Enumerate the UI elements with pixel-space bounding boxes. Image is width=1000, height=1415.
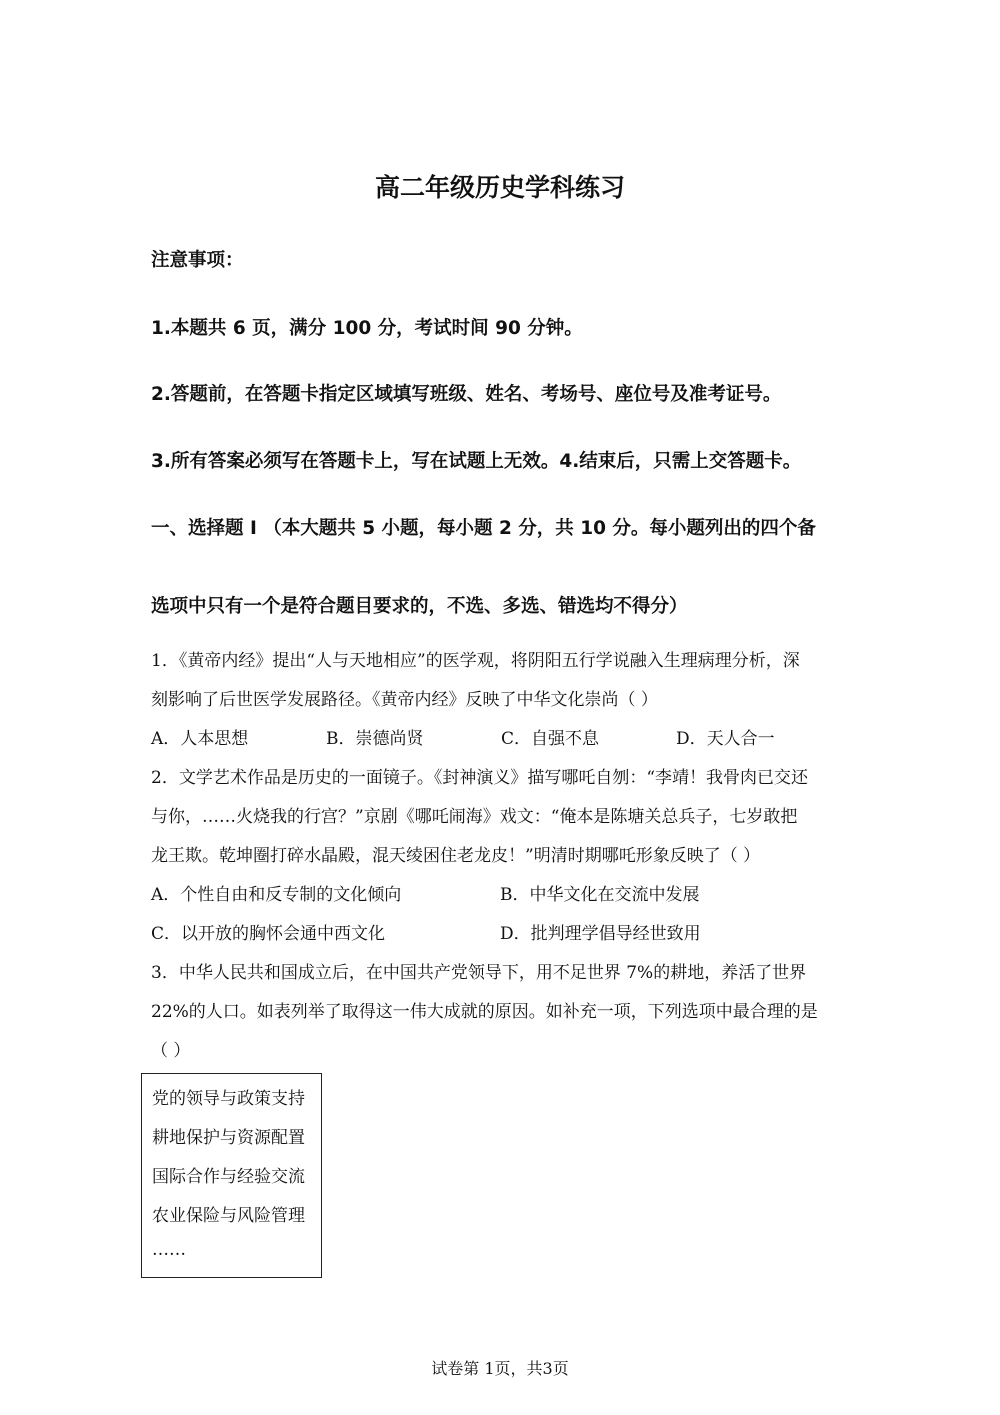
table-row: 党的领导与政策支持 bbox=[152, 1089, 305, 1109]
notice-item-3: 3.所有答案必须写在答题卡上，写在试题上无效。4.结束后，只需上交答题卡。 bbox=[151, 451, 802, 472]
table-row: 耕地保护与资源配置 bbox=[152, 1128, 305, 1148]
question-2-option-a: A．个性自由和反专制的文化倾向 bbox=[151, 885, 402, 905]
question-2-line-1: 2．文学艺术作品是历史的一面镜子。《封神演义》描写哪吒自刎：“李靖！我骨肉已交还 bbox=[151, 768, 809, 788]
question-1-line-1: 1．《黄帝内经》提出“人与天地相应”的医学观，将阴阳五行学说融入生理病理分析，深 bbox=[151, 651, 800, 671]
question-3-line-2: 22%的人口。如表列举了取得这一伟大成就的原因。如补充一项，下列选项中最合理的是 bbox=[151, 1002, 818, 1022]
question-2-line-3: 龙王欺。乾坤圈打碎水晶殿，混天绫困住老龙皮！”明清时期哪吒形象反映了（ ） bbox=[151, 846, 761, 866]
question-1-option-c: C．自强不息 bbox=[501, 729, 600, 749]
question-3-line-3: （ ） bbox=[151, 1041, 191, 1061]
notice-item-1: 1.本题共 6 页，满分 100 分，考试时间 90 分钟。 bbox=[151, 318, 583, 339]
table-row: 国际合作与经验交流 bbox=[152, 1167, 305, 1187]
question-3-table bbox=[141, 1073, 322, 1278]
page-footer: 试卷第 1页，共3页 bbox=[431, 1359, 569, 1378]
section-heading-line-1: 一、选择题 I （本大题共 5 小题，每小题 2 分，共 10 分。每小题列出的四个备 bbox=[151, 518, 816, 539]
question-2-line-2: 与你，……火烧我的行宫？”京剧《哪吒闹海》戏文：“俺本是陈塘关总兵子，七岁敢把 bbox=[151, 807, 798, 827]
question-1-option-b: B．崇德尚贤 bbox=[326, 729, 424, 749]
question-2-option-b: B．中华文化在交流中发展 bbox=[500, 885, 700, 905]
notice-item-2: 2.答题前，在答题卡指定区域填写班级、姓名、考场号、座位号及准考证号。 bbox=[151, 384, 782, 405]
notice-heading: 注意事项： bbox=[151, 250, 244, 271]
question-2-option-d: D．批判理学倡导经世致用 bbox=[500, 924, 701, 944]
page-title: 高二年级历史学科练习 bbox=[374, 173, 625, 202]
question-3-line-1: 3．中华人民共和国成立后，在中国共产党领导下，用不足世界 7%的耕地，养活了世界 bbox=[151, 963, 807, 983]
question-1-option-d: D．天人合一 bbox=[676, 729, 775, 749]
question-1-line-2: 刻影响了后世医学发展路径。《黄帝内经》反映了中华文化崇尚（ ） bbox=[151, 690, 658, 710]
section-heading-line-2: 选项中只有一个是符合题目要求的，不选、多选、错选均不得分） bbox=[151, 596, 688, 617]
table-row: 农业保险与风险管理 bbox=[152, 1206, 305, 1226]
table-row: …… bbox=[152, 1240, 186, 1260]
question-1-option-a: A．人本思想 bbox=[151, 729, 249, 749]
question-2-option-c: C．以开放的胸怀会通中西文化 bbox=[151, 924, 386, 944]
